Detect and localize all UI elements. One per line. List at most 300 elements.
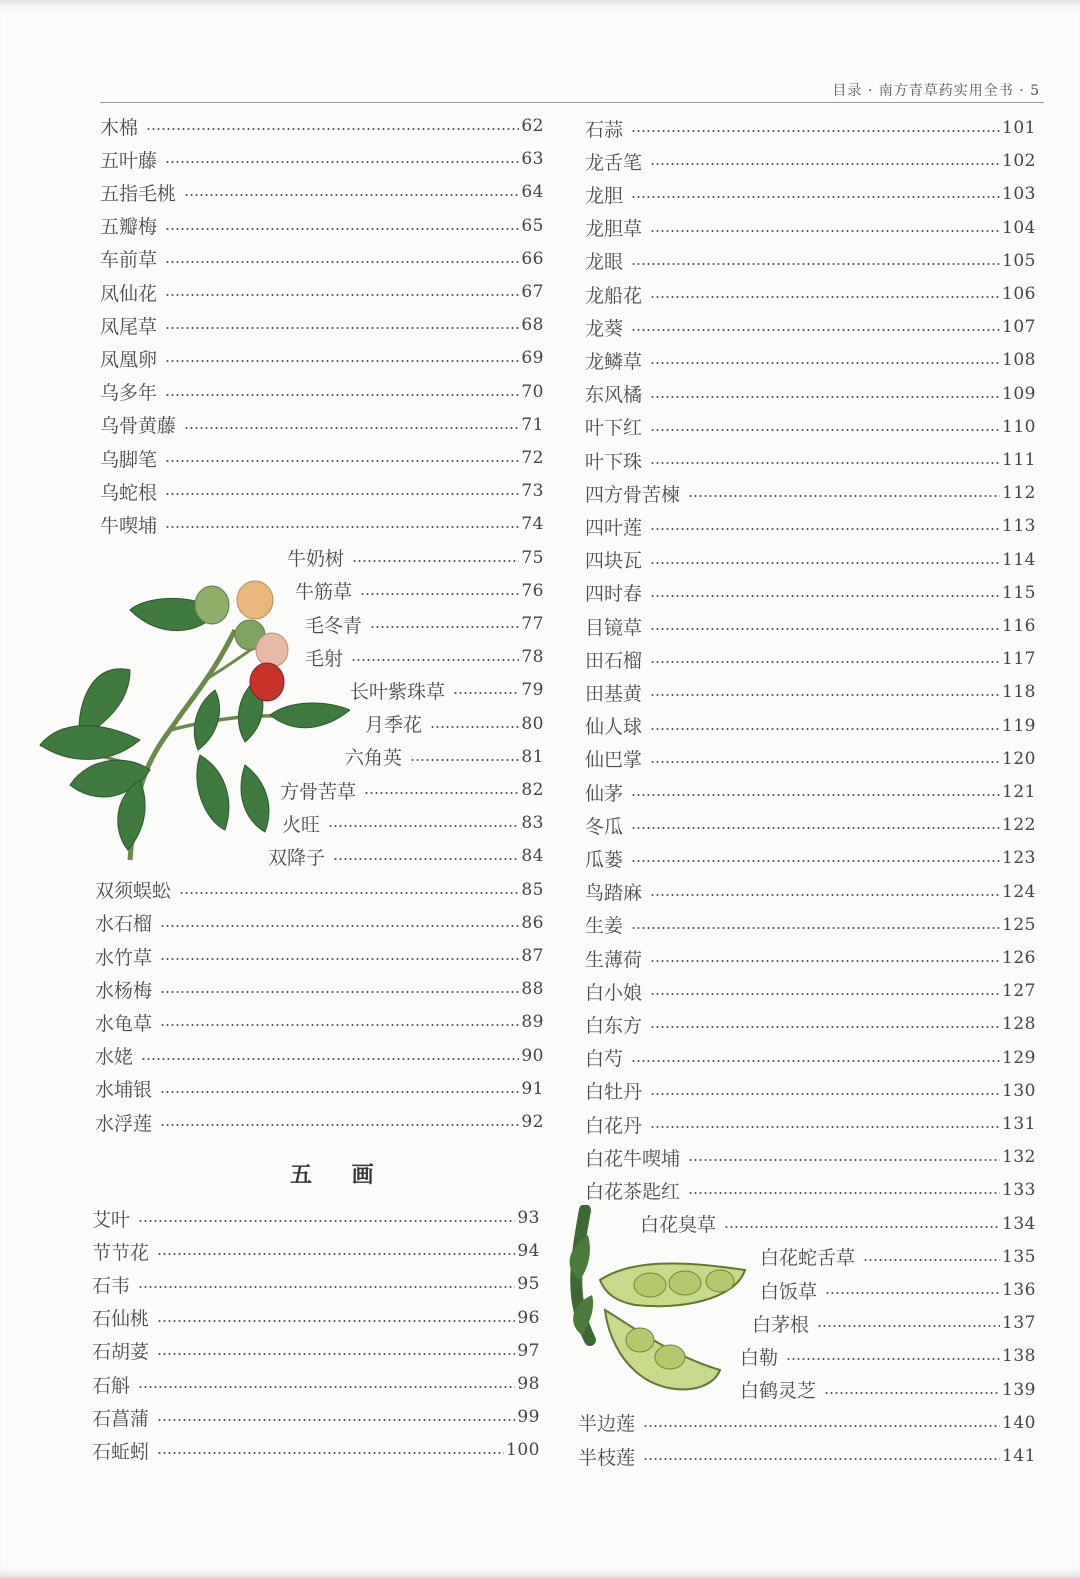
toc-entry (585, 215, 1036, 241)
toc-entry (92, 1338, 540, 1364)
toc-entry (752, 1310, 1036, 1336)
toc-entry (585, 1111, 1036, 1137)
toc-entry (585, 281, 1036, 307)
toc-entry (585, 879, 1036, 905)
entry-name: 鸟踏麻 (585, 882, 643, 905)
entry-name: 白东方 (585, 1014, 643, 1037)
dot-leader (650, 462, 1000, 464)
dot-leader (650, 628, 1000, 630)
entry-name: 白牡丹 (585, 1081, 643, 1104)
toc-entry (585, 513, 1036, 539)
entry-name: 白茅根 (752, 1313, 810, 1336)
dot-leader (138, 1286, 515, 1288)
toc-entry (585, 1011, 1036, 1037)
page-number: 66 (521, 248, 544, 269)
entry-name: 田石榴 (585, 649, 643, 672)
toc-entry (585, 115, 1036, 141)
page-number: 71 (521, 414, 544, 435)
entry-name: 瓜蒌 (585, 848, 624, 871)
dot-leader (165, 460, 519, 462)
dot-leader (453, 692, 519, 694)
page-number: 108 (1002, 350, 1036, 371)
entry-name: 牛喫埔 (100, 514, 158, 537)
page-number: 134 (1002, 1213, 1036, 1234)
dot-leader (650, 894, 1000, 896)
page-number: 99 (517, 1407, 540, 1428)
page-number: 101 (1002, 118, 1036, 138)
entry-name: 石蒜 (585, 118, 624, 141)
toc-entry (345, 744, 544, 770)
dot-leader (650, 562, 1000, 564)
dot-leader (333, 858, 519, 860)
page-number: 64 (521, 182, 544, 203)
entry-name: 凤尾草 (100, 315, 158, 338)
dot-leader (650, 163, 1000, 165)
page-number: 116 (1002, 616, 1036, 636)
toc-entry (365, 711, 544, 737)
page-number: 96 (517, 1307, 540, 1328)
entry-name: 叶下珠 (585, 450, 643, 473)
page-number: 137 (1002, 1313, 1036, 1334)
page-number: 70 (521, 381, 544, 402)
dot-leader (430, 726, 519, 728)
dot-leader (650, 728, 1000, 730)
dot-leader (160, 1091, 519, 1093)
page-number: 139 (1002, 1379, 1036, 1400)
page-number: 131 (1002, 1114, 1036, 1134)
page-number: 120 (1002, 748, 1036, 769)
dot-leader (138, 1220, 515, 1222)
toc-entry (585, 746, 1036, 772)
dot-leader (146, 128, 519, 130)
entry-name: 龙胆 (585, 184, 624, 207)
dot-leader (786, 1358, 1000, 1360)
toc-entry (95, 1043, 544, 1069)
toc-entry (100, 146, 544, 172)
entry-name: 五指毛桃 (100, 182, 177, 205)
dot-leader (650, 362, 1000, 364)
page-number: 82 (521, 780, 544, 800)
entry-name: 五叶藤 (100, 149, 158, 172)
dot-leader (650, 960, 1000, 962)
toc-entry (95, 1076, 544, 1102)
page-number: 140 (1002, 1412, 1036, 1433)
page-number: 114 (1002, 549, 1036, 570)
dot-leader (138, 1386, 515, 1388)
page-number: 63 (521, 149, 544, 170)
toc-entry (95, 1109, 544, 1135)
toc-entry (585, 1045, 1036, 1071)
entry-name: 水浮莲 (95, 1112, 153, 1135)
dot-leader (157, 1353, 515, 1355)
entry-name: 白花臭草 (640, 1214, 717, 1237)
toc-entry (585, 547, 1036, 573)
page-number: 98 (517, 1374, 540, 1394)
toc-entry (100, 179, 544, 205)
dot-leader (650, 761, 1000, 763)
page-number: 104 (1002, 217, 1036, 238)
entry-name: 白勒 (740, 1346, 779, 1369)
toc-entry (100, 213, 544, 239)
page-number: 69 (521, 348, 544, 369)
page-number: 111 (1002, 450, 1036, 470)
toc-entry (585, 978, 1036, 1004)
page-number: 74 (521, 514, 544, 535)
entry-name: 白花丹 (585, 1114, 643, 1137)
dot-leader (165, 294, 519, 296)
dot-leader (184, 194, 519, 196)
page-number: 122 (1002, 815, 1036, 836)
dot-leader (160, 991, 519, 993)
section-heading: 五 画 (290, 1163, 390, 1188)
dot-leader (631, 827, 1000, 829)
entry-name: 冬瓜 (585, 815, 624, 838)
entry-name: 龙船花 (585, 284, 643, 307)
dot-leader (817, 1325, 1000, 1327)
dot-leader (724, 1226, 1000, 1228)
toc-entry (100, 345, 544, 371)
berry-icon (195, 581, 288, 701)
page-number: 117 (1002, 649, 1036, 670)
toc-entry (585, 613, 1036, 639)
entry-name: 石仙桃 (92, 1308, 150, 1331)
dot-leader (165, 261, 519, 263)
toc-entry (585, 1177, 1036, 1203)
dot-leader (157, 1253, 515, 1255)
entry-name: 方骨苦草 (280, 780, 357, 803)
page-number: 67 (521, 282, 544, 302)
page-number: 123 (1002, 848, 1036, 869)
toc-entry (585, 812, 1036, 838)
header-rule (100, 102, 1044, 103)
dot-leader (160, 925, 519, 927)
toc-entry (92, 1404, 540, 1430)
page-number: 89 (521, 1012, 544, 1033)
dot-leader (410, 759, 519, 761)
dot-leader (165, 526, 519, 528)
entry-name: 水杨梅 (95, 979, 153, 1002)
dot-leader (650, 1093, 1000, 1095)
entry-name: 生薄荷 (585, 948, 643, 971)
pea-pod-illustration (560, 1205, 760, 1405)
dot-leader (650, 230, 1000, 232)
entry-name: 石菖蒲 (92, 1407, 150, 1430)
toc-entry (585, 945, 1036, 971)
entry-name: 半枝莲 (578, 1446, 636, 1469)
entry-name: 水埔银 (95, 1079, 153, 1102)
page-number: 77 (521, 614, 544, 634)
toc-entry (92, 1271, 540, 1297)
page-number: 85 (521, 879, 544, 900)
page-number: 133 (1002, 1180, 1036, 1201)
page-number: 136 (1002, 1280, 1036, 1300)
berry-branch-illustration (20, 570, 353, 870)
entry-name: 双须蜈蚣 (95, 880, 172, 903)
dot-leader (165, 161, 519, 163)
dot-leader (824, 1392, 1000, 1394)
page-number: 119 (1002, 715, 1036, 736)
toc-entry (350, 677, 544, 703)
dot-leader (631, 927, 1000, 929)
entry-name: 节节花 (92, 1241, 150, 1264)
dot-leader (157, 1419, 515, 1421)
toc-entry (585, 713, 1036, 739)
dot-leader (141, 1058, 519, 1060)
toc-entry (585, 181, 1036, 207)
page-number: 97 (517, 1340, 540, 1361)
page-number: 86 (521, 912, 544, 933)
page-number: 78 (521, 647, 544, 668)
entry-name: 白花茶匙红 (585, 1180, 681, 1203)
entry-name: 白花蛇舌草 (760, 1247, 856, 1270)
entry-name: 仙巴掌 (585, 749, 643, 772)
entry-name: 水竹草 (95, 946, 153, 969)
toc-entry (100, 478, 544, 504)
toc-entry (100, 246, 544, 272)
dot-leader (631, 329, 1000, 331)
entry-name: 毛射 (305, 647, 344, 670)
page-number: 72 (521, 448, 544, 468)
toc-entry (585, 580, 1036, 606)
page-number: 126 (1002, 948, 1036, 968)
dot-leader (650, 1126, 1000, 1128)
dot-leader (157, 1452, 504, 1454)
dot-leader (650, 661, 1000, 663)
page-number: 95 (517, 1274, 540, 1295)
page-number: 121 (1002, 782, 1036, 802)
page-number: 83 (521, 813, 544, 834)
dot-leader (631, 860, 1000, 862)
toc-entry (578, 1410, 1036, 1436)
dot-leader (631, 196, 1000, 198)
entry-name: 龙鳞草 (585, 350, 643, 373)
dot-leader (160, 1024, 519, 1026)
entry-name: 仙人球 (585, 716, 643, 739)
toc-entry (760, 1244, 1036, 1270)
page-number: 102 (1002, 151, 1036, 172)
page-number: 90 (521, 1045, 544, 1066)
dot-leader (179, 892, 519, 894)
dot-leader (157, 1320, 515, 1322)
dot-leader (650, 429, 1000, 431)
page-number: 91 (521, 1078, 544, 1099)
entry-name: 仙茅 (585, 782, 624, 805)
dot-leader (165, 327, 519, 329)
toc-entry (585, 779, 1036, 805)
entry-name: 东风橘 (585, 384, 643, 407)
toc-entry (92, 1305, 540, 1331)
toc-entry (92, 1371, 540, 1397)
entry-name: 石胡荽 (92, 1341, 150, 1364)
entry-name: 白小娘 (585, 981, 643, 1004)
toc-entry (92, 1238, 540, 1264)
toc-entry (100, 445, 544, 471)
dot-leader (650, 694, 1000, 696)
page-number: 113 (1002, 516, 1036, 537)
toc-entry (760, 1277, 1036, 1303)
entry-name: 白饭草 (760, 1280, 818, 1303)
page-number: 106 (1002, 284, 1036, 304)
entry-name: 目镜草 (585, 616, 643, 639)
page-number: 132 (1002, 1147, 1036, 1168)
dot-leader (352, 560, 519, 562)
page-number: 65 (521, 215, 544, 236)
page-number: 135 (1002, 1246, 1036, 1267)
dot-leader (650, 296, 1000, 298)
page-number: 62 (521, 116, 544, 136)
toc-entry (585, 912, 1036, 938)
entry-name: 凤仙花 (100, 282, 158, 305)
toc-entry (585, 646, 1036, 672)
toc-entry (585, 148, 1036, 174)
dot-leader (631, 130, 1000, 132)
toc-entry (740, 1377, 1036, 1403)
entry-name: 石斛 (92, 1374, 131, 1397)
toc-entry (92, 1205, 540, 1231)
toc-entry (585, 845, 1036, 871)
entry-name: 水龟草 (95, 1012, 153, 1035)
dot-leader (643, 1458, 1000, 1460)
page-number: 81 (521, 746, 544, 767)
dot-leader (165, 493, 519, 495)
page-number: 94 (517, 1241, 540, 1262)
dot-leader (165, 360, 519, 362)
page-number: 93 (517, 1208, 540, 1228)
entry-name: 石韦 (92, 1274, 131, 1297)
toc-entry (100, 379, 544, 405)
page-number: 107 (1002, 317, 1036, 338)
entry-name: 龙葵 (585, 317, 624, 340)
entry-name: 水石榴 (95, 913, 153, 936)
page-number: 109 (1002, 383, 1036, 404)
entry-name: 石蚯蚓 (92, 1440, 150, 1463)
toc-entry (585, 480, 1036, 506)
entry-name: 长叶紫珠草 (350, 680, 446, 703)
page-number: 103 (1002, 184, 1036, 205)
page-number: 100 (506, 1440, 540, 1461)
toc-entry (100, 279, 544, 305)
entry-name: 四时春 (585, 583, 643, 606)
entry-name: 乌骨黄藤 (100, 415, 177, 438)
entry-name: 半边莲 (578, 1413, 636, 1436)
entry-name: 牛筋草 (295, 581, 353, 604)
toc-entry (585, 248, 1036, 274)
page-number: 115 (1002, 582, 1036, 603)
page-number: 128 (1002, 1014, 1036, 1035)
dot-leader (165, 394, 519, 396)
toc-entry (100, 412, 544, 438)
toc-entry (585, 414, 1036, 440)
toc-entry (95, 910, 544, 936)
dot-leader (631, 794, 1000, 796)
entry-name: 火旺 (282, 813, 321, 836)
toc-entry (585, 347, 1036, 373)
toc-entry (100, 511, 544, 537)
dot-leader (631, 1060, 1000, 1062)
entry-name: 龙胆草 (585, 218, 643, 241)
entry-name: 叶下红 (585, 417, 643, 440)
entry-name: 龙舌笔 (585, 151, 643, 174)
page-number: 118 (1002, 682, 1036, 703)
entry-name: 田基黄 (585, 682, 643, 705)
entry-name: 凤凰卵 (100, 348, 158, 371)
entry-name: 六角英 (345, 747, 403, 770)
toc-entry (585, 1144, 1036, 1170)
toc-entry (578, 1443, 1036, 1469)
entry-name: 艾叶 (92, 1208, 131, 1231)
dot-leader (160, 1124, 519, 1126)
page-number: 87 (521, 946, 544, 966)
entry-name: 生姜 (585, 915, 624, 938)
entry-name: 木棉 (100, 116, 139, 139)
entry-name: 白花牛喫埔 (585, 1147, 681, 1170)
toc-entry (287, 545, 544, 571)
page-number: 112 (1002, 483, 1036, 504)
toc-entry (100, 113, 544, 139)
entry-name: 白鹤灵芝 (740, 1380, 817, 1403)
entry-name: 毛冬青 (305, 614, 363, 637)
entry-name: 乌脚笔 (100, 448, 158, 471)
toc-entry (92, 1437, 540, 1463)
entry-name: 乌蛇根 (100, 481, 158, 504)
dot-leader (165, 228, 519, 230)
dot-leader (688, 1159, 1000, 1161)
page-number: 141 (1002, 1446, 1036, 1466)
page-number: 88 (521, 979, 544, 1000)
toc-entry (95, 943, 544, 969)
page-number: 76 (521, 580, 544, 601)
entry-name: 四叶莲 (585, 516, 643, 539)
page-number: 75 (521, 547, 544, 568)
page-number: 124 (1002, 881, 1036, 902)
page-number: 129 (1002, 1047, 1036, 1068)
dot-leader (650, 1026, 1000, 1028)
dot-leader (364, 792, 519, 794)
toc-entry (585, 314, 1036, 340)
toc-entry (95, 976, 544, 1002)
toc-entry (585, 1078, 1036, 1104)
entry-name: 四块瓦 (585, 550, 643, 573)
page-number: 125 (1002, 914, 1036, 935)
dot-leader (650, 528, 1000, 530)
toc-entry (95, 1009, 544, 1035)
entry-name: 四方骨苦楝 (585, 483, 681, 506)
entry-name: 五瓣梅 (100, 216, 158, 239)
running-header: 目录 · 南方青草药实用全书 · 5 (832, 83, 1040, 99)
dot-leader (863, 1259, 1000, 1261)
page-number: 105 (1002, 250, 1036, 271)
dot-leader (370, 626, 519, 628)
dot-leader (650, 993, 1000, 995)
page-number: 80 (521, 713, 544, 734)
dot-leader (360, 593, 519, 595)
entry-name: 乌多年 (100, 382, 158, 405)
toc-entry (585, 679, 1036, 705)
page-number: 79 (521, 680, 544, 701)
page-number: 130 (1002, 1080, 1036, 1101)
page-number: 127 (1002, 981, 1036, 1002)
page-number: 68 (521, 315, 544, 336)
page-number: 110 (1002, 416, 1036, 437)
dot-leader (631, 263, 1000, 265)
toc-entry (585, 381, 1036, 407)
page-number: 138 (1002, 1346, 1036, 1367)
toc-entry (740, 1343, 1036, 1369)
entry-name: 双降子 (268, 846, 326, 869)
entry-name: 白芍 (585, 1048, 624, 1071)
dot-leader (184, 427, 519, 429)
leaf-icon (40, 598, 350, 850)
